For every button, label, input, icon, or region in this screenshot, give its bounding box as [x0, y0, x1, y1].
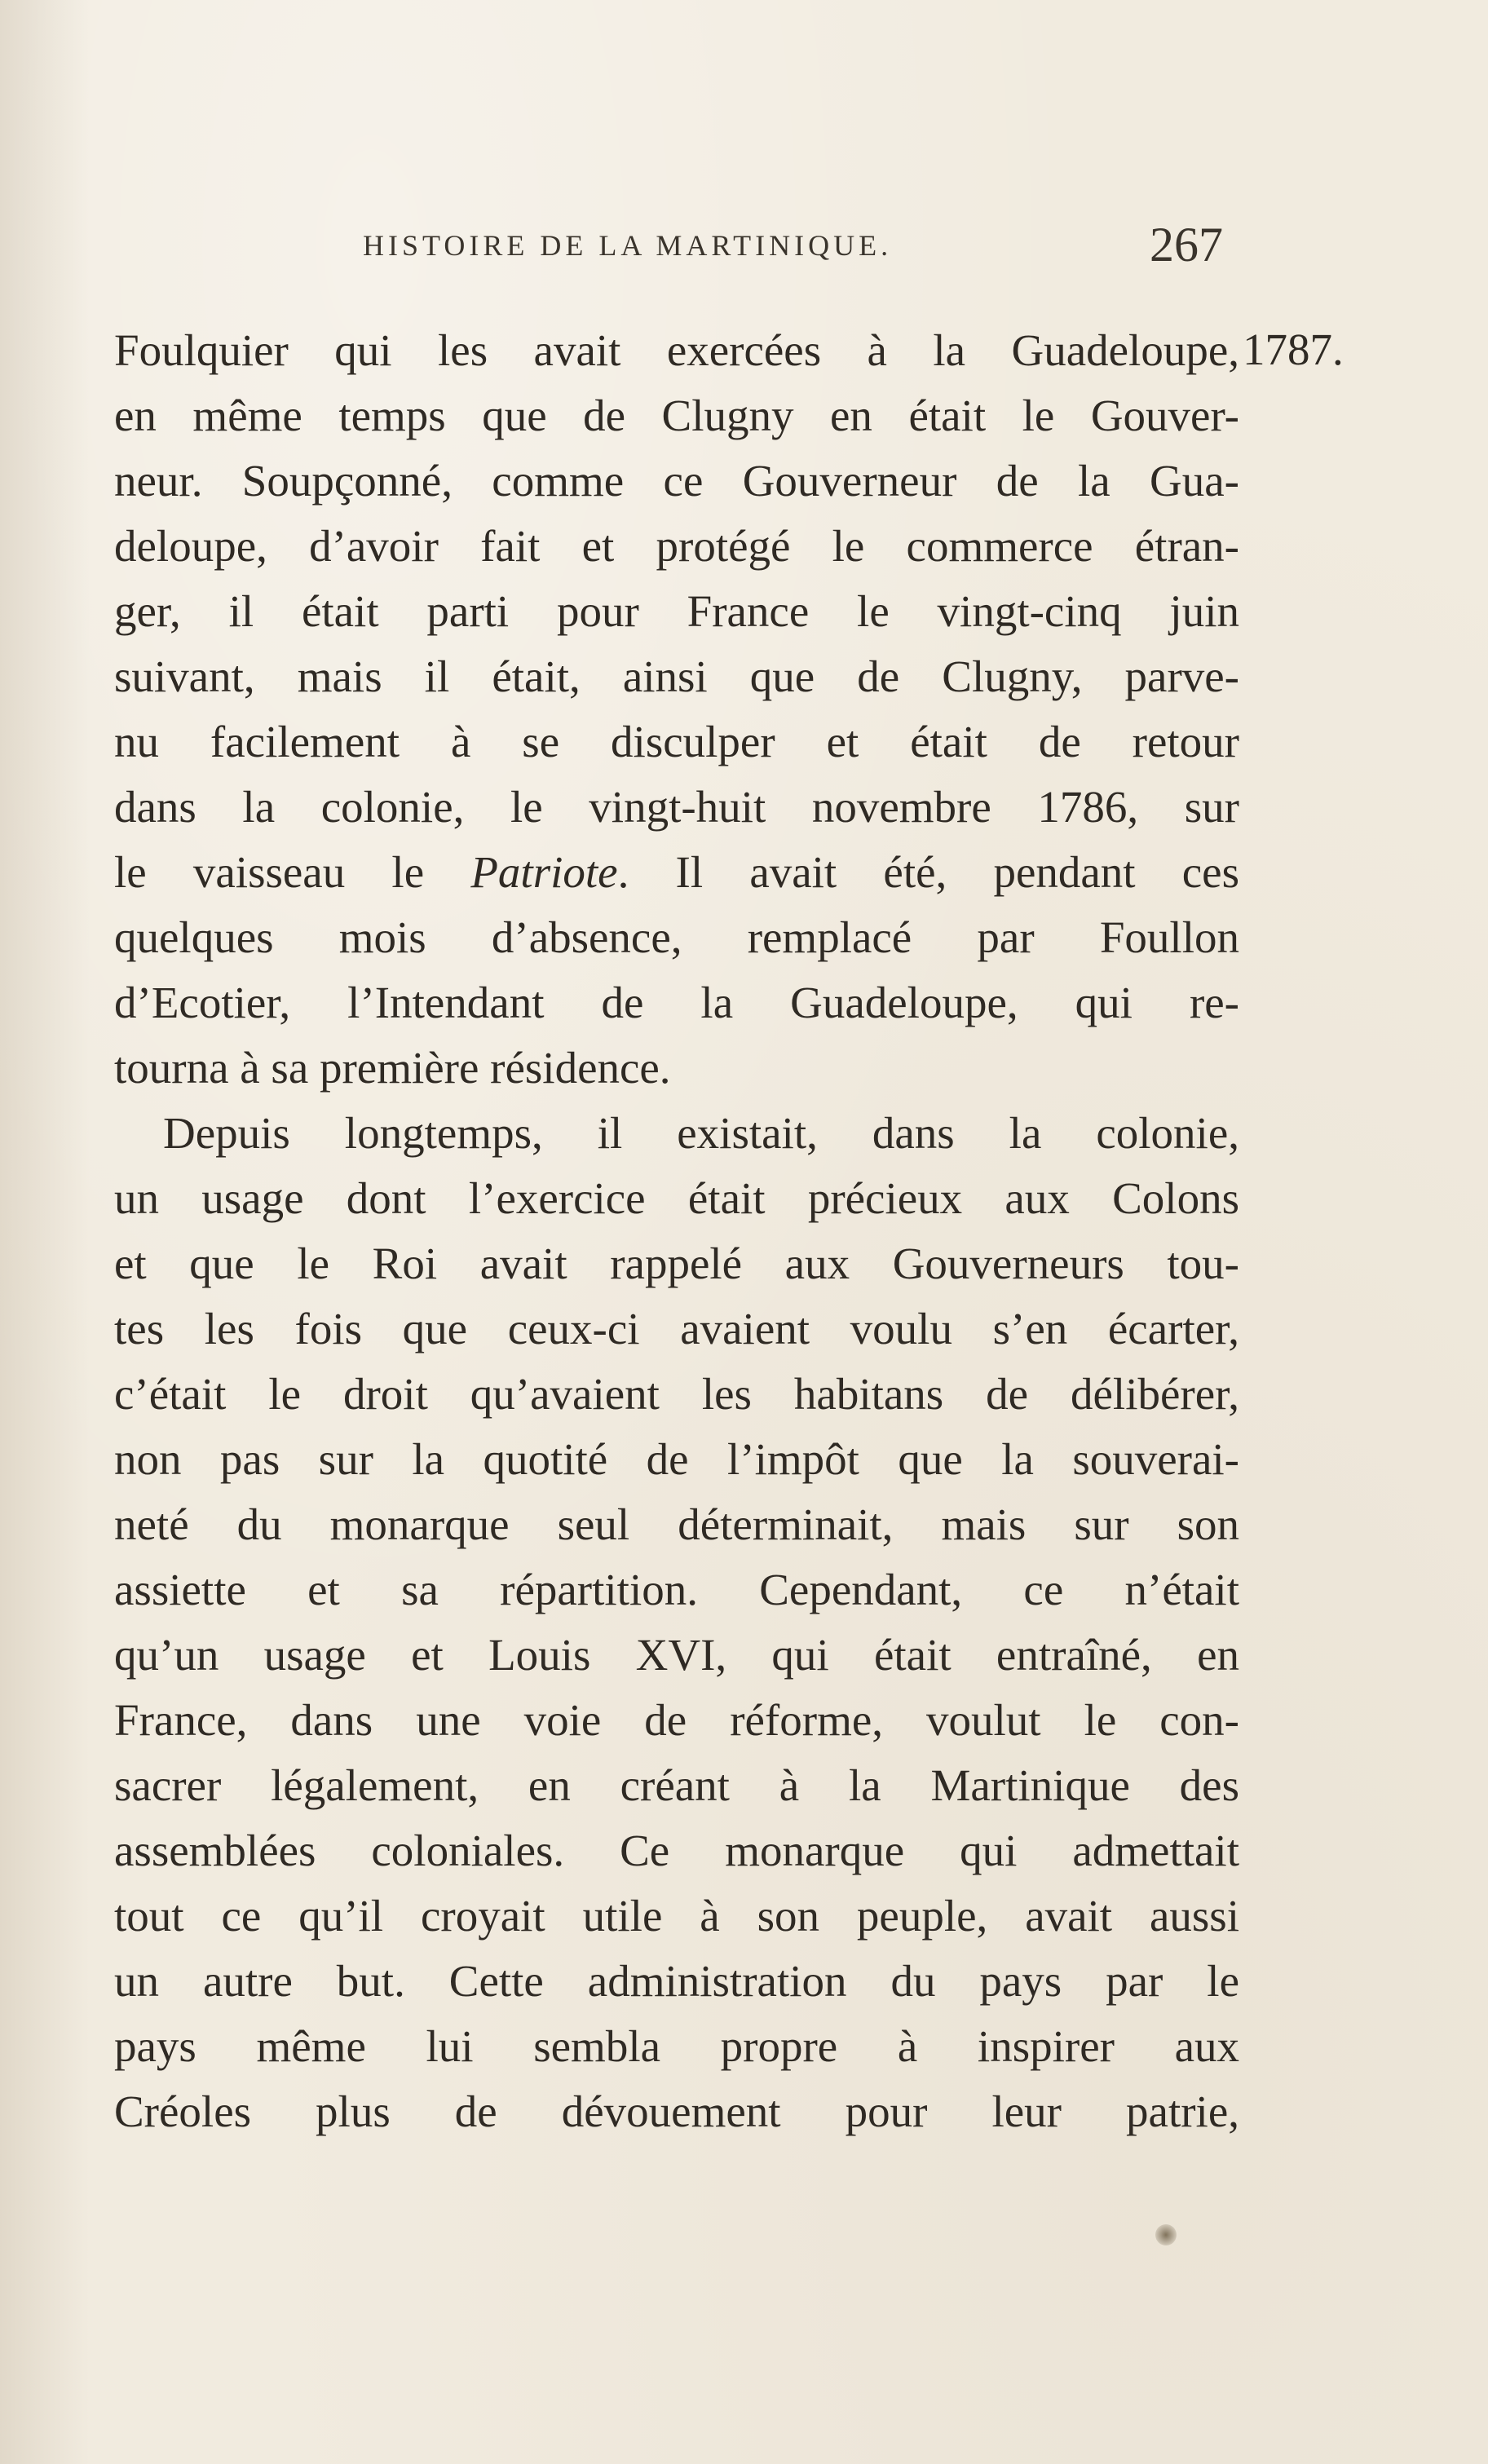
text-line: Créoles plus de dévouement pour leur patrie, [114, 2086, 1239, 2136]
text-line: sacrer légalement, en créant à la Martinique des [114, 1760, 1239, 1810]
text-line: en même temps que de Clugny en était le Gouver- [114, 391, 1239, 440]
text-line: le vaisseau le Patriote. Il avait été, pendant ces [114, 847, 1239, 897]
text-line: tes les fois que ceux-ci avaient voulu s’en écarter, [114, 1304, 1239, 1353]
text-line: non pas sur la quotité de l’impôt que la souverai- [114, 1434, 1239, 1484]
ship-name: Patriote [470, 847, 618, 897]
page-fold-shadow [0, 0, 90, 2464]
text-line: et que le Roi avait rappelé aux Gouverneurs tou- [114, 1239, 1239, 1288]
text-line: suivant, mais il était, ainsi que de Clugny, parve- [114, 651, 1239, 701]
text-line: assiette et sa répartition. Cependant, ce n’était [114, 1565, 1239, 1614]
text-line: quelques mois d’absence, remplacé par Foullon [114, 912, 1239, 962]
text-line: Depuis longtemps, il existait, dans la colonie, [163, 1108, 1239, 1158]
text-line: qu’un usage et Louis XVI, qui était entraîné, en [114, 1630, 1239, 1680]
page-number: 267 [1150, 218, 1223, 272]
text-line: tourna à sa première résidence. [114, 1043, 671, 1093]
text-line: nu facilement à se disculper et était de retour [114, 717, 1239, 766]
text-line: deloupe, d’avoir fait et protégé le commerce étran- [114, 521, 1239, 571]
text-line: un autre but. Cette administration du pays par le [114, 1956, 1239, 2006]
text-line: neur. Soupçonné, comme ce Gouverneur de la Gua- [114, 456, 1239, 506]
running-head: HISTOIRE DE LA MARTINIQUE. [363, 229, 893, 262]
text-line: c’était le droit qu’avaient les habitans de délibérer, [114, 1369, 1239, 1419]
text-line: ger, il était parti pour France le vingt-cinq juin [114, 586, 1239, 636]
text-line: assemblées coloniales. Ce monarque qui admettait [114, 1826, 1239, 1875]
text-line: un usage dont l’exercice était précieux aux Colons [114, 1173, 1239, 1223]
ink-spot [1155, 2224, 1177, 2245]
text-line: d’Ecotier, l’Intendant de la Guadeloupe, qui re- [114, 978, 1239, 1027]
text-line: tout ce qu’il croyait utile à son peuple, avait aussi [114, 1891, 1239, 1941]
text-line: dans la colonie, le vingt-huit novembre 1786, sur [114, 782, 1239, 832]
margin-year: 1787. [1243, 325, 1344, 374]
text-line: neté du monarque seul déterminait, mais sur son [114, 1499, 1239, 1549]
text-line: Foulquier qui les avait exercées à la Guadeloupe, [114, 325, 1239, 375]
body-text [114, 318, 1239, 2144]
text-line: France, dans une voie de réforme, voulut le con- [114, 1695, 1239, 1745]
text-line: pays même lui sembla propre à inspirer aux [114, 2021, 1239, 2071]
